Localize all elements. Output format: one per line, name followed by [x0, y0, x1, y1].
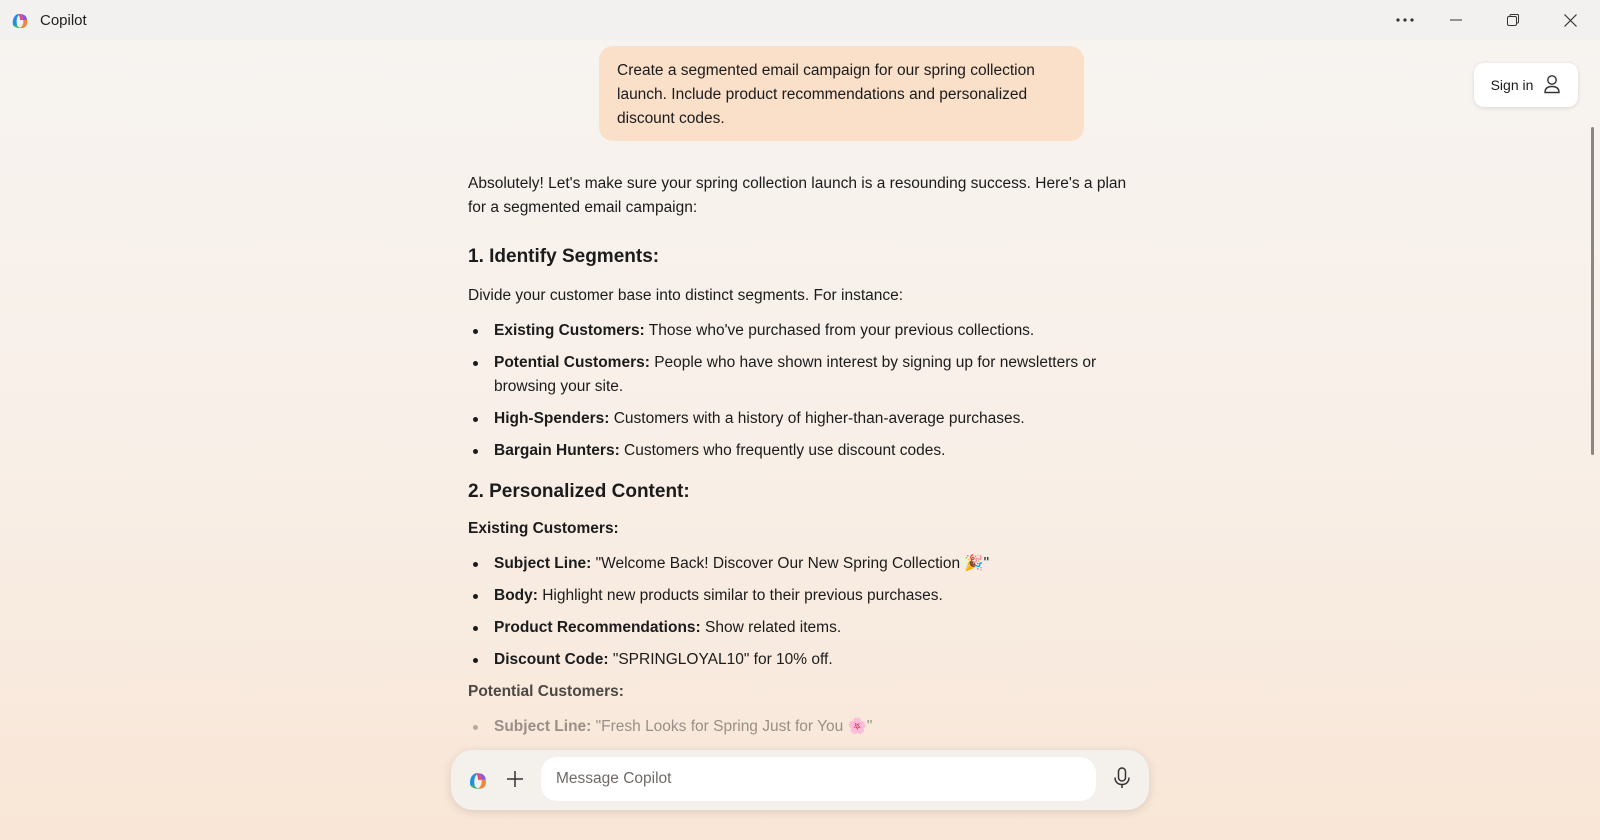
item-text: Those who've purchased from your previous collections. — [644, 322, 1035, 339]
item-label: Body: — [494, 587, 538, 604]
user-message-bubble — [599, 46, 1084, 141]
item-text: Customers who frequently use discount codes. — [619, 442, 946, 459]
sign-in-label: Sign in — [1490, 77, 1534, 93]
list-item — [494, 319, 1128, 343]
potential-list — [468, 715, 1128, 739]
scrollbar-thumb[interactable] — [1591, 127, 1594, 455]
item-text: "Welcome Back! Discover Our New Spring Collection 🎉" — [591, 555, 990, 572]
list-item — [494, 439, 1128, 463]
item-text: "Fresh Looks for Spring Just for You 🌸" — [591, 718, 873, 735]
item-text: "SPRINGLOYAL10" for 10% off. — [608, 651, 833, 668]
message-input[interactable] — [541, 757, 1096, 801]
list-item — [494, 648, 1128, 672]
item-label: Product Recommendations: — [494, 619, 701, 636]
item-label: Potential Customers: — [494, 354, 650, 371]
item-label: Subject Line: — [494, 718, 592, 735]
copilot-logo-icon — [10, 11, 30, 31]
list-item — [494, 552, 1128, 576]
more-options-button[interactable] — [1377, 0, 1433, 40]
response-intro: Absolutely! Let's make sure your spring collection launch is a resounding success. Here's a plan for a segmented email campaign: — [468, 175, 1127, 216]
restore-button[interactable] — [1485, 0, 1541, 40]
person-icon — [1543, 74, 1561, 97]
section-heading-segments: 1. Identify Segments: — [468, 246, 660, 267]
more-horizontal-icon — [1396, 18, 1414, 22]
subsection-title-potential: Potential Customers: — [468, 683, 624, 700]
segments-list — [468, 319, 1128, 463]
copilot-logo-icon[interactable] — [467, 770, 489, 792]
list-item — [494, 407, 1128, 431]
close-button[interactable] — [1542, 0, 1598, 40]
item-label: Subject Line: — [494, 555, 592, 572]
list-item — [494, 616, 1128, 640]
item-text: Customers with a history of higher-than-average purchases. — [609, 410, 1025, 427]
subsection-title-existing: Existing Customers: — [468, 520, 619, 537]
restore-icon — [1507, 14, 1519, 26]
minimize-button[interactable] — [1428, 0, 1484, 40]
minimize-icon — [1450, 19, 1462, 21]
item-text: Highlight new products similar to their previous purchases. — [537, 587, 943, 604]
item-label: Existing Customers: — [494, 322, 645, 339]
close-icon — [1564, 14, 1577, 27]
list-item — [494, 584, 1128, 608]
copilot-response — [468, 172, 1128, 747]
message-composer — [451, 750, 1149, 810]
title-bar — [0, 0, 1600, 40]
existing-list — [468, 552, 1128, 672]
microphone-button[interactable] — [1109, 767, 1135, 793]
item-label: Discount Code: — [494, 651, 609, 668]
section-heading-content: 2. Personalized Content: — [468, 481, 690, 502]
item-text: People who have shown interest by signing up for newsletters or browsing your site. — [494, 354, 1097, 395]
item-label: Bargain Hunters: — [494, 442, 620, 459]
add-attachment-button[interactable] — [502, 768, 528, 794]
section-lead: Divide your customer base into distinct segments. For instance: — [468, 287, 904, 304]
microphone-icon — [1113, 767, 1131, 794]
list-item — [494, 351, 1128, 399]
user-message-text: Create a segmented email campaign for our spring collection launch. Include product recommendations and personalized discount codes. — [617, 62, 1035, 127]
list-item — [494, 715, 1128, 739]
plus-icon — [506, 770, 524, 793]
sign-in-button[interactable] — [1474, 63, 1578, 107]
item-label: High-Spenders: — [494, 410, 610, 427]
item-text: Show related items. — [700, 619, 842, 636]
app-title: Copilot — [40, 12, 87, 29]
